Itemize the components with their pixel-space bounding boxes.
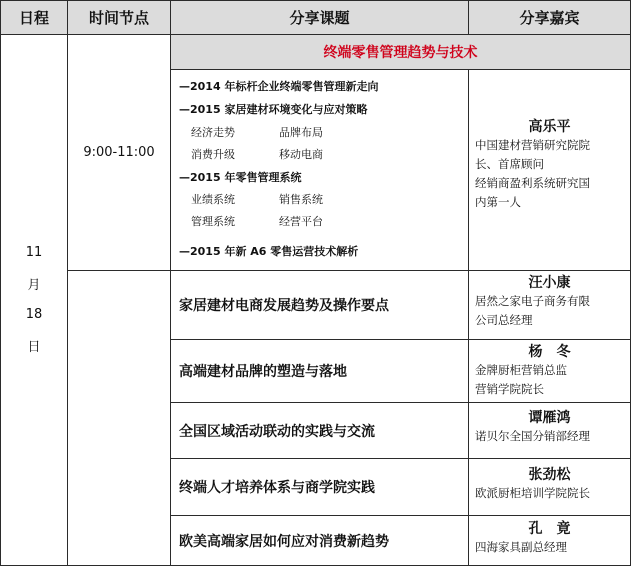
session-3-speaker xyxy=(469,409,630,457)
speaker-name: 杨 冬 xyxy=(528,344,571,360)
morning-section-title: 终端零售管理趋势与技术 xyxy=(171,35,630,69)
morning-topic-2: —2015 家居建材环境变化与应对策略 xyxy=(179,103,368,116)
grid-line xyxy=(67,0,68,566)
session-4-topic: 终端人才培养体系与商学院实践 xyxy=(179,480,375,496)
date-day-number: 18 xyxy=(25,307,43,322)
morning-topic-3: —2015 年零售管理系统 xyxy=(179,171,302,184)
speaker-title-line: 公司总经理 xyxy=(475,313,533,327)
morning-speaker-cell xyxy=(469,118,630,238)
speaker-title-line: 经销商盈利系统研究国 xyxy=(475,176,590,190)
speaker-name: 孔 竟 xyxy=(528,521,571,537)
date-day-char: 日 xyxy=(27,340,41,355)
morning-topic-list xyxy=(171,70,468,270)
grid-line xyxy=(170,0,171,566)
sub-item: 经济走势 xyxy=(191,126,235,139)
morning-topic-1: —2014 年标杆企业终端零售管理新走向 xyxy=(179,80,379,93)
grid-line xyxy=(0,0,1,566)
speaker-title-line: 中国建材营销研究院院 xyxy=(475,138,590,152)
sub-item: 经营平台 xyxy=(279,215,323,228)
session-1-topic: 家居建材电商发展趋势及操作要点 xyxy=(179,298,389,314)
morning-topic-3-subrow-1 xyxy=(191,194,323,205)
session-2-speaker xyxy=(469,343,630,401)
speaker-title-line: 四海家具副总经理 xyxy=(475,540,567,554)
header-speaker: 分享嘉宾 xyxy=(469,1,630,34)
morning-topic-2-subrow-2 xyxy=(191,149,323,160)
speaker-name: 高乐平 xyxy=(528,119,571,135)
speaker-name: 汪小康 xyxy=(528,275,571,291)
speaker-title-line: 诺贝尔全国分销部经理 xyxy=(475,429,590,443)
morning-topic-4: —2015 年新 A6 零售运营技术解析 xyxy=(179,245,359,258)
grid-line xyxy=(170,402,631,403)
session-2-topic: 高端建材品牌的塑造与落地 xyxy=(179,364,347,380)
speaker-title-line: 长、首席顾问 xyxy=(475,157,544,171)
speaker-title-line: 金牌厨柜营销总监 xyxy=(475,363,567,377)
speaker-title-line: 居然之家电子商务有限 xyxy=(475,294,590,308)
date-month-number: 11 xyxy=(25,245,43,260)
date-cell xyxy=(1,35,67,565)
grid-line xyxy=(170,458,631,459)
speaker-title-line: 内第一人 xyxy=(475,195,521,209)
grid-line xyxy=(468,0,469,35)
grid-line xyxy=(0,34,631,35)
session-5-topic: 欧美高端家居如何应对消费新趋势 xyxy=(179,533,389,550)
sub-item: 业绩系统 xyxy=(191,193,235,206)
header-date: 日程 xyxy=(1,1,67,34)
grid-line xyxy=(0,0,631,1)
morning-time-cell: 9:00-11:00 xyxy=(83,145,155,160)
header-topic: 分享课题 xyxy=(171,1,468,34)
session-1-speaker xyxy=(469,274,630,338)
grid-line xyxy=(170,69,631,70)
header-time: 时间节点 xyxy=(68,1,170,34)
sub-item: 消费升级 xyxy=(191,148,235,161)
sub-item: 品牌布局 xyxy=(279,126,323,139)
speaker-title-line: 营销学院院长 xyxy=(475,382,544,396)
sub-item: 移动电商 xyxy=(279,148,323,161)
speaker-name: 谭雁鸿 xyxy=(528,410,571,426)
grid-line xyxy=(468,69,469,566)
morning-topic-2-subrow-1 xyxy=(191,127,323,138)
session-5-speaker xyxy=(469,520,630,564)
grid-line xyxy=(67,270,631,271)
session-3-topic: 全国区域活动联动的实践与交流 xyxy=(179,423,375,440)
sub-item: 销售系统 xyxy=(279,193,323,206)
grid-line xyxy=(170,339,631,340)
date-month-char: 月 xyxy=(27,278,41,293)
morning-topic-3-subrow-2 xyxy=(191,216,323,227)
sub-item: 管理系统 xyxy=(191,215,235,228)
speaker-title-line: 欧派厨柜培训学院院长 xyxy=(475,486,590,500)
grid-line xyxy=(170,515,631,516)
session-4-speaker xyxy=(469,466,630,514)
speaker-name: 张劲松 xyxy=(528,467,571,483)
